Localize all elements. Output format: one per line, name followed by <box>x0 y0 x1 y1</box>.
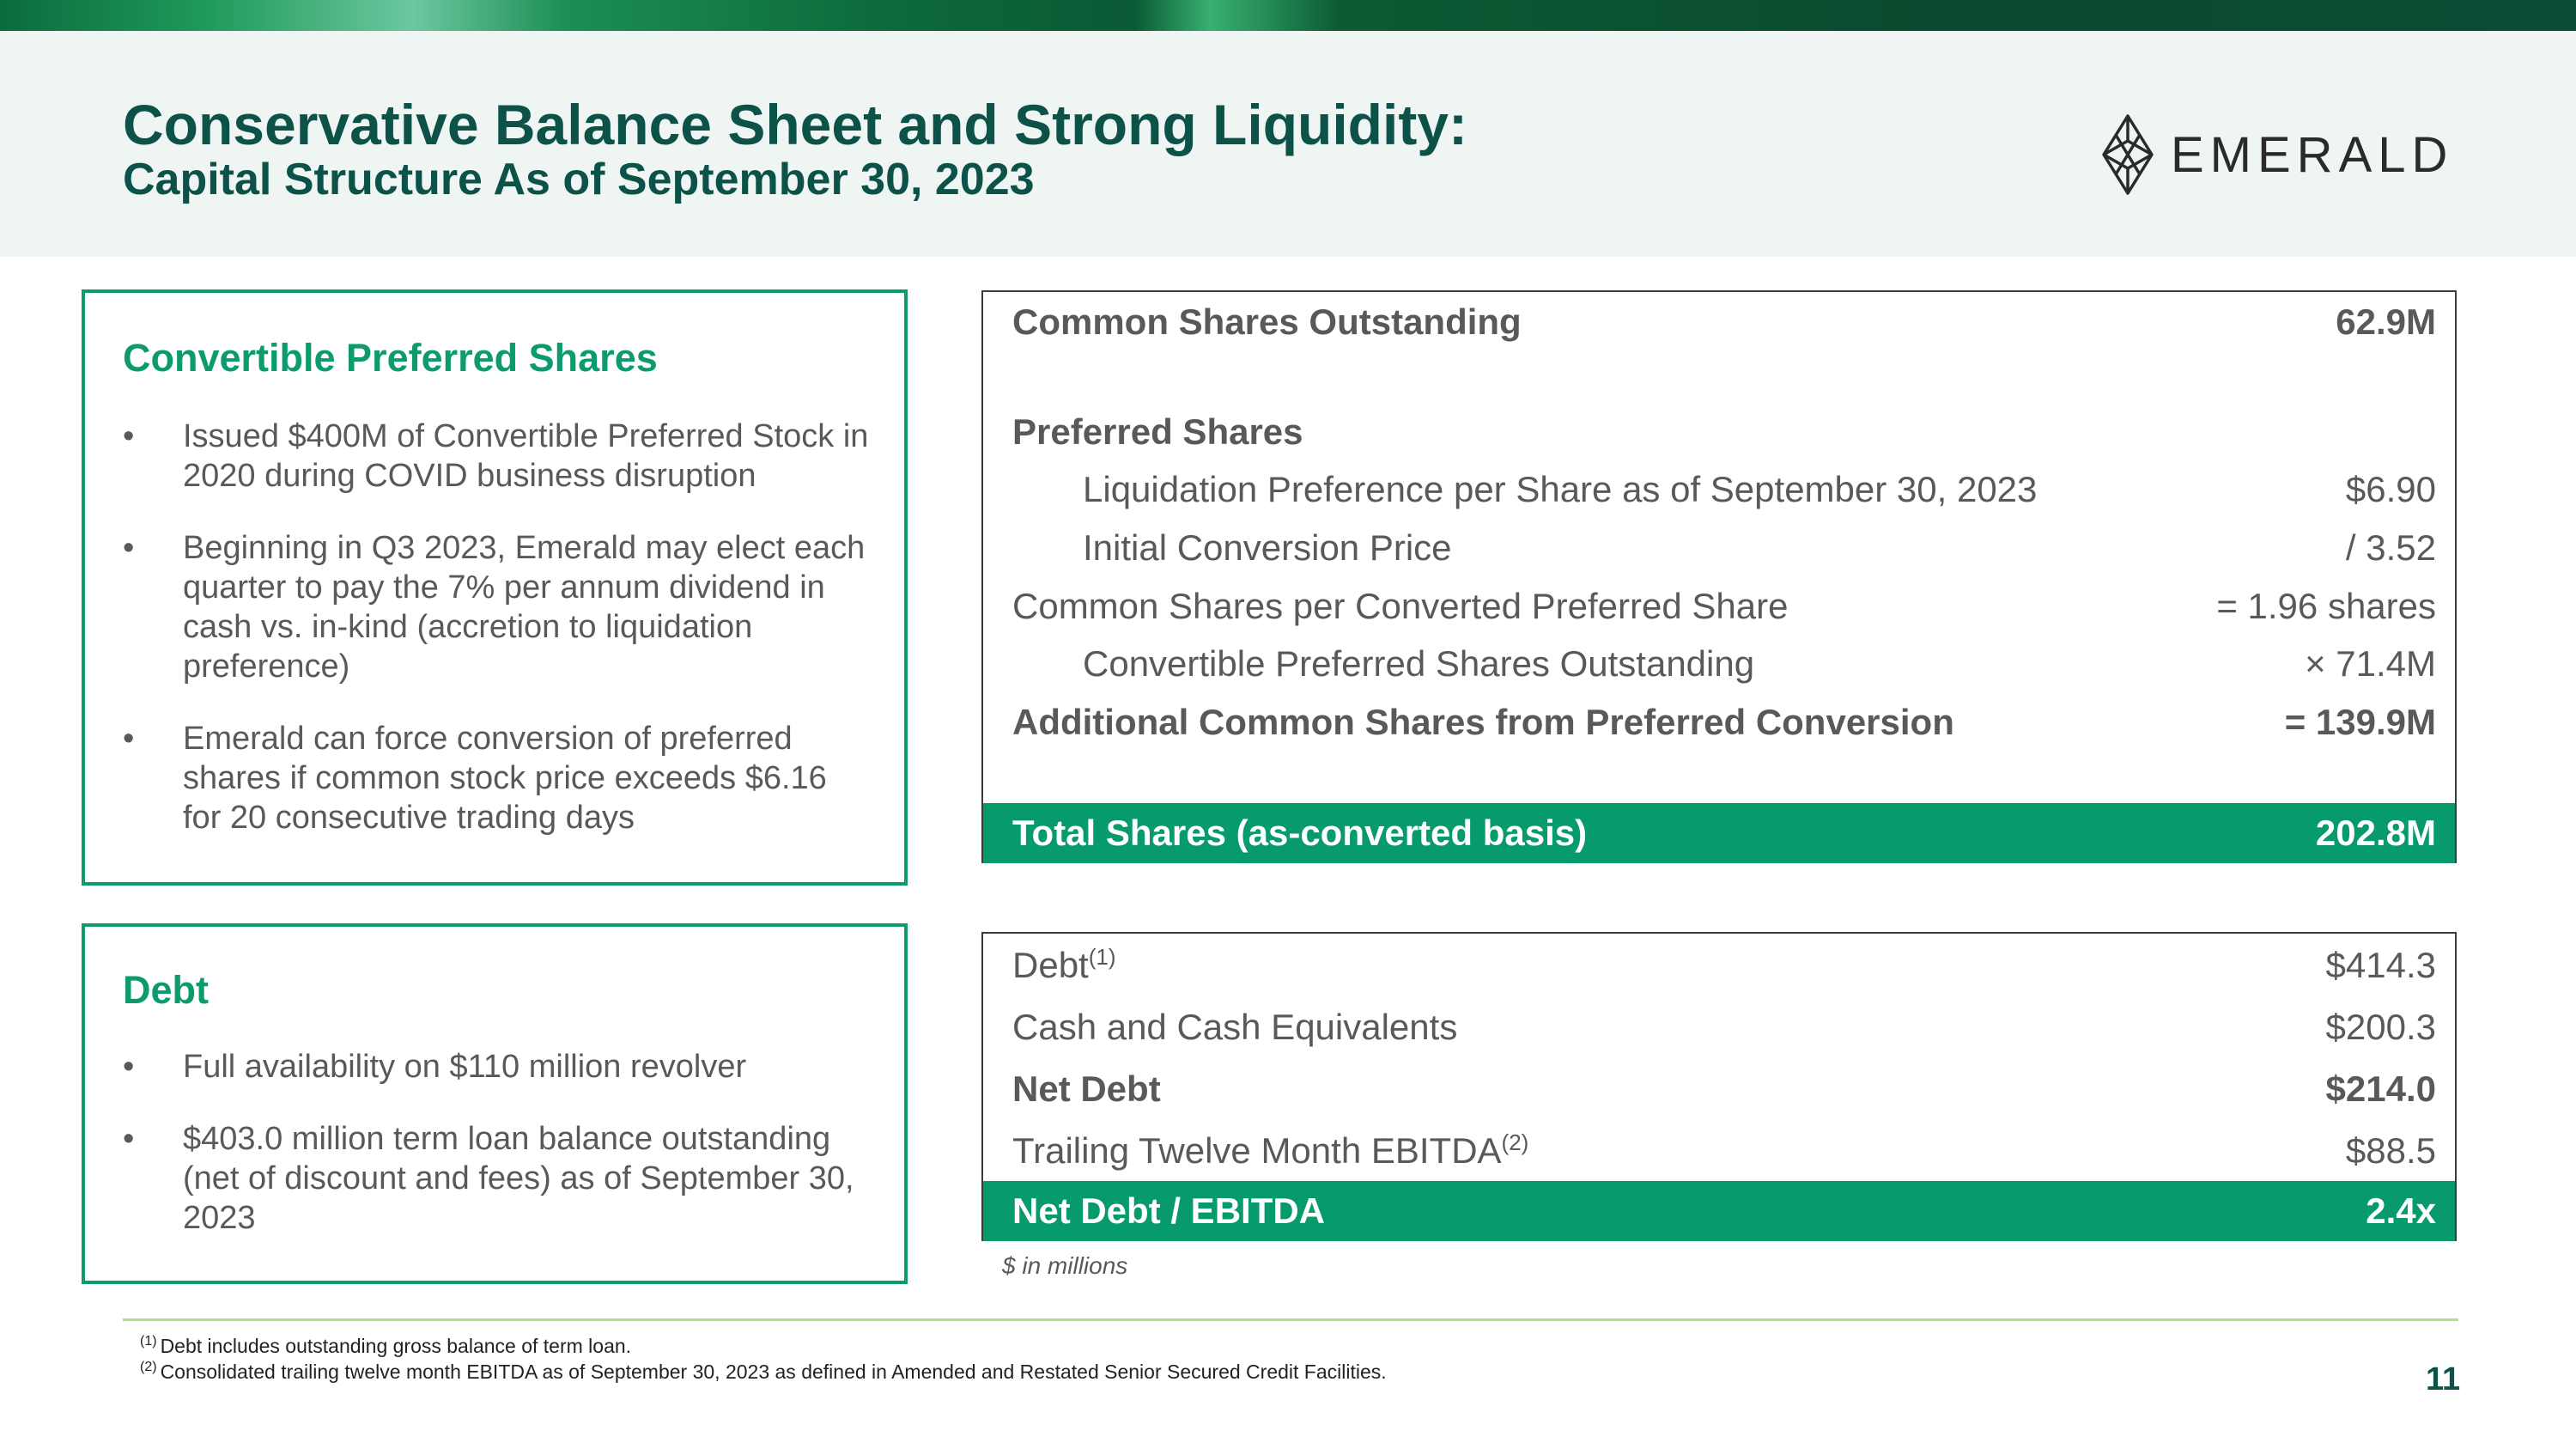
row-label: Additional Common Shares from Preferred Conversion <box>1012 702 1954 742</box>
table-row <box>983 520 2455 576</box>
page-number: 11 <box>2426 1361 2461 1397</box>
row-value: = 139.9M <box>2284 702 2436 742</box>
total-row <box>983 1181 2455 1241</box>
table-row <box>983 404 2455 460</box>
footnote-mark: (2) <box>1501 1129 1529 1155</box>
row-label: Liquidation Preference per Share as of September 30, 2023 <box>1083 469 2038 509</box>
top-gradient-bar <box>0 0 2576 31</box>
footnote-mark: (1) <box>140 1334 157 1349</box>
row-value: 62.9M <box>2336 301 2436 342</box>
table-row <box>983 578 2455 635</box>
table-row <box>983 1061 2455 1117</box>
table-row <box>983 694 2455 751</box>
table-row <box>983 937 2455 994</box>
convertible-preferred-box <box>82 289 908 886</box>
table-row <box>983 294 2455 350</box>
shares-table <box>981 290 2457 863</box>
emerald-logo <box>2100 112 2453 198</box>
row-value: = 1.96 shares <box>2216 586 2436 626</box>
footnote-text: Consolidated trailing twelve month EBITDA as of September 30, 2023 as defined in Amended and Restated Senior Secured Credit Facilities. <box>160 1361 1387 1383</box>
slide-subtitle: Capital Structure As of September 30, 2023 <box>123 155 1035 204</box>
row-label: Common Shares per Converted Preferred Share <box>1012 586 1789 626</box>
table-row <box>983 999 2455 1056</box>
row-label: Preferred Shares <box>1012 411 1303 452</box>
row-value: $88.5 <box>2345 1130 2436 1171</box>
table-row <box>983 1123 2455 1179</box>
footnote-2 <box>140 1360 1387 1384</box>
total-label: Total Shares (as-converted basis) <box>1012 813 1588 853</box>
footer-divider <box>123 1318 2458 1321</box>
debt-box <box>82 923 908 1284</box>
total-value: 202.8M <box>2315 813 2436 853</box>
debt-box-title: Debt <box>123 968 209 1012</box>
total-value: 2.4x <box>2366 1190 2436 1231</box>
convertible-preferred-title: Convertible Preferred Shares <box>123 336 658 380</box>
table-row <box>983 461 2455 518</box>
row-label: Common Shares Outstanding <box>1012 301 1522 342</box>
row-label: Debt <box>1012 945 1089 985</box>
footnote-mark: (1) <box>1088 944 1116 970</box>
row-value: $6.90 <box>2345 469 2436 509</box>
total-label: Net Debt / EBITDA <box>1012 1190 1326 1231</box>
row-value: / 3.52 <box>2345 527 2436 568</box>
bullet-item: • Beginning in Q3 2023, Emerald may elect each quarter to pay the 7% per annum dividend in cash vs. in-kind (accretion to liquidation preference) <box>123 528 870 686</box>
row-label: Initial Conversion Price <box>1083 527 1452 568</box>
debt-bullets <box>123 1047 870 1270</box>
footnote-1 <box>140 1334 631 1358</box>
bullet-item: • Emerald can force conversion of preferred shares if common stock price exceeds $6.16 for 20 consecutive trading days <box>123 719 870 837</box>
bullet-item: • Issued $400M of Convertible Preferred Stock in 2020 during COVID business disruption <box>123 417 870 496</box>
row-label: Convertible Preferred Shares Outstanding <box>1083 643 1755 684</box>
emerald-gem-icon <box>2100 113 2155 196</box>
row-label: Trailing Twelve Month EBITDA <box>1012 1130 1502 1171</box>
row-value: × 71.4M <box>2305 643 2436 684</box>
logo-wordmark: EMERALD <box>2171 126 2454 183</box>
row-label: Net Debt <box>1012 1068 1161 1109</box>
table-row <box>983 636 2455 692</box>
units-note: $ in millions <box>1002 1252 1128 1279</box>
row-value: $214.0 <box>2325 1068 2436 1109</box>
bullet-item: • Full availability on $110 million revolver <box>123 1047 870 1087</box>
row-value: $414.3 <box>2325 945 2436 985</box>
footnote-mark: (2) <box>140 1360 157 1375</box>
convertible-preferred-bullets <box>123 417 870 870</box>
bullet-item: • $403.0 million term loan balance outstanding (net of discount and fees) as of September 30, 2023 <box>123 1119 870 1238</box>
footnote-text: Debt includes outstanding gross balance of term loan. <box>160 1335 632 1357</box>
debt-table <box>981 932 2457 1241</box>
row-value: $200.3 <box>2325 1007 2436 1047</box>
total-row <box>983 803 2455 863</box>
row-label: Cash and Cash Equivalents <box>1012 1007 1458 1047</box>
slide-title: Conservative Balance Sheet and Strong Liquidity: <box>123 93 1467 156</box>
